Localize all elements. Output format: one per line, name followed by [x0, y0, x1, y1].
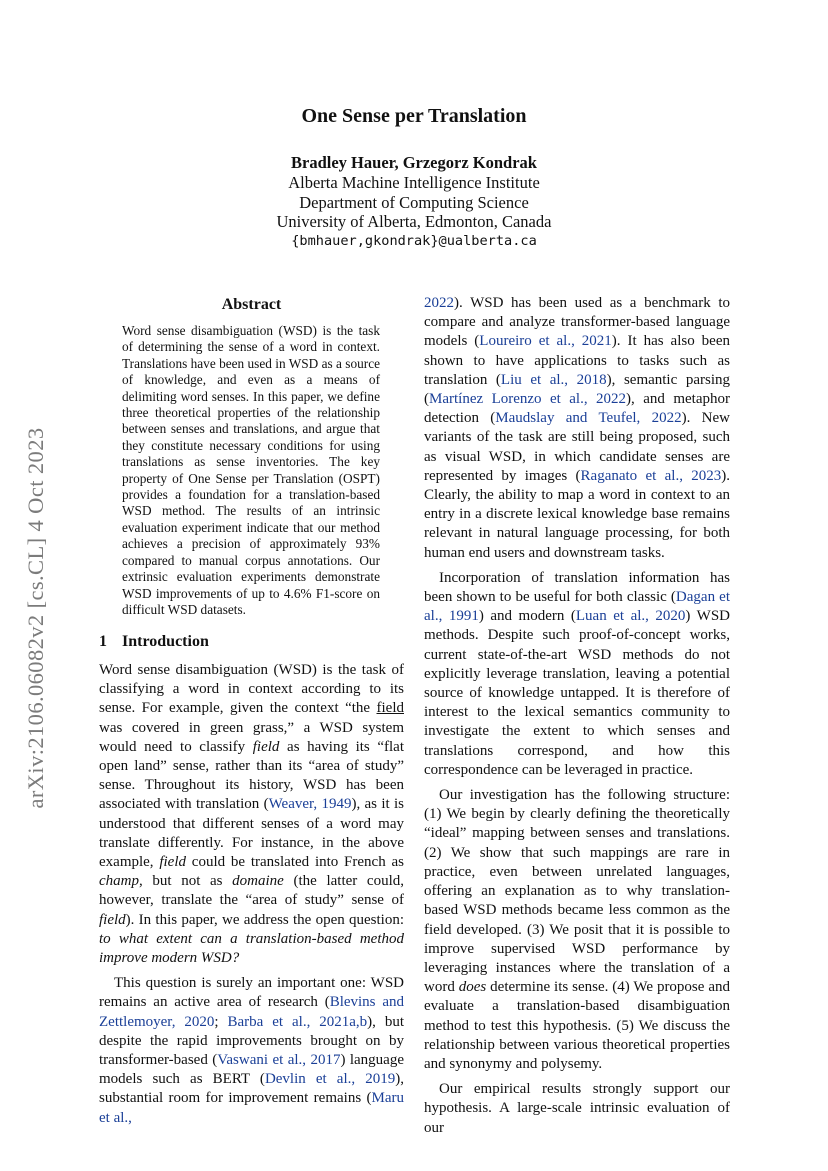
- paragraph: Incorporation of translation information has been shown to be useful for both classic (Dagan et al., 1991) and modern (Luan et al., 2020) WSD methods. Despite such proof-of-concept works, current state-of-the-art WSD methods do not explicitly leverage translation, leaving a potential source of knowledge untapped. It is therefore of interest to the lexical semantics community to investigate the extent to which senses and translations correspond, and how this correspondence can be leveraged in practice.: [424, 569, 730, 778]
- paragraph: Our empirical results strongly support our hypothesis. A large-scale intrinsic evaluation of our: [424, 1081, 730, 1136]
- paragraph: Our investigation has the following structure: (1) We begin by clearly defining the theoretically “ideal” mapping between senses and translations. (2) We show that such mappings are rare in practice, even between unrelated languages, offering an explanation as to why translation-based WSD methods became less common as the field developed. (3) We posit that it is possible to improve supervised WSD performance by leveraging instances where the translation of a word does determine its sense. (4) We propose and evaluate a translation-based disambiguation method to test this hypothesis. (5) We discuss the relationship between various theoretical properties and synonymy and polysemy.: [424, 787, 730, 1072]
- citation-link[interactable]: 2022: [424, 295, 454, 311]
- research-question: to what extent can a translation-based method improve modern WSD?: [99, 930, 404, 967]
- section-heading: [99, 633, 209, 651]
- citation-link[interactable]: Loureiro et al., 2021: [479, 333, 612, 350]
- citation-link[interactable]: Barba et al., 2021a,b: [227, 1013, 368, 1030]
- paragraph: Word sense disambiguation (WSD) is the task of classifying a word in context according to its sense. For example, given the context “the field was covered in green grass,” a WSD system would need to classify field as having its “flat open land” sense, rather than its “area of study” sense. Throughout its history, WSD has been associated with translation (Weaver, 1949), as it is understood that different senses of a word may translate differently. For instance, in the above example, field could be translated into French as champ, but not as domaine (the latter could, however, translate the “area of study” sense of field). In this paper, we address the open question: to what extent can a translation-based method improve modern WSD?: [99, 662, 404, 967]
- abstract-heading: Abstract: [221, 296, 282, 313]
- citation-link[interactable]: Liu et al., 2018: [500, 371, 607, 388]
- citation-link[interactable]: Maru et al.,: [99, 1090, 404, 1126]
- citation-link[interactable]: Devlin et al., 2019: [264, 1071, 396, 1088]
- citation-link[interactable]: Dagan et al., 1991: [424, 589, 730, 625]
- citation-link[interactable]: Luan et al., 2020: [575, 608, 686, 625]
- paragraph: 2022). WSD has been used as a benchmark to compare and analyze transformer-based language models (Loureiro et al., 2021). It has also been shown to have applications to tasks such as translation (Liu et al., 2018), semantic parsing (Martínez Lorenzo et al., 2022), and metaphor detection (Maudslay and Teufel, 2022). New variants of the task are still being proposed, such as visual WSD, in which candidate senses are represented by images (Raganato et al., 2023). Clearly, the ability to map a word in context to an entry in a discrete lexical knowledge base remains relevant in natural language processing, for both human end users and downstream tasks.: [424, 295, 730, 561]
- affiliation-line: Department of Computing Science: [299, 192, 529, 212]
- arxiv-identifier: [18, 378, 54, 858]
- author-block: [0, 153, 828, 252]
- section-title: Introduction: [122, 633, 209, 650]
- citation-link[interactable]: Martínez Lorenzo et al., 2022: [429, 391, 627, 408]
- author-email: {bmhauer,gkondrak}@ualberta.ca: [291, 233, 537, 250]
- left-column: [99, 661, 404, 1134]
- citation-link[interactable]: Maudslay and Teufel, 2022: [495, 410, 682, 427]
- right-column: [424, 294, 730, 1144]
- paper-title: One Sense per Translation: [301, 105, 527, 127]
- citation-link[interactable]: Weaver, 1949: [268, 796, 352, 813]
- section-number: 1: [99, 633, 107, 650]
- citation-link[interactable]: Blevins and Zettlemoyer, 2020: [99, 994, 404, 1030]
- affiliation-line: University of Alberta, Edmonton, Canada: [276, 212, 552, 232]
- abstract-text: Word sense disambiguation (WSD) is the task of determining the sense of a word in context. Translations have been used in WSD as a source of knowledge, and even as a means of delimiting word senses. In this paper, we define three theoretical properties of the relationship between senses and translations, and argue that they constitute necessary conditions for using translations as sense inventories. The key property of One Sense per Translation (OSPT) provides a foundation for a translation-based WSD method. The results of an intrinsic evaluation experiment indicate that our method achieves a precision of approximately 93% compared to manual corpus annotations. Our extrinsic evaluation experiments demonstrate WSD improvements of up to 4.6% F1-score on difficult WSD datasets.: [122, 323, 380, 617]
- affiliation-line: Alberta Machine Intelligence Institute: [288, 172, 540, 192]
- underlined-word: field: [376, 700, 404, 717]
- author-names: Bradley Hauer, Grzegorz Kondrak: [291, 153, 537, 172]
- arxiv-identifier-text: arXiv:2106.06082v2 [cs.CL] 4 Oct 2023: [23, 427, 48, 809]
- citation-link[interactable]: Raganato et al., 2023: [580, 467, 722, 484]
- paragraph: This question is surely an important one: WSD remains an active area of research (Blevins and Zettlemoyer, 2020; Barba et al., 2021a,b), but despite the rapid improvements brought on by transformer-based (Vaswani et al., 2017) language models such as BERT (Devlin et al., 2019), substantial room for improvement remains (Maru et al.,: [99, 975, 405, 1126]
- citation-link[interactable]: Vaswani et al., 2017: [217, 1052, 341, 1069]
